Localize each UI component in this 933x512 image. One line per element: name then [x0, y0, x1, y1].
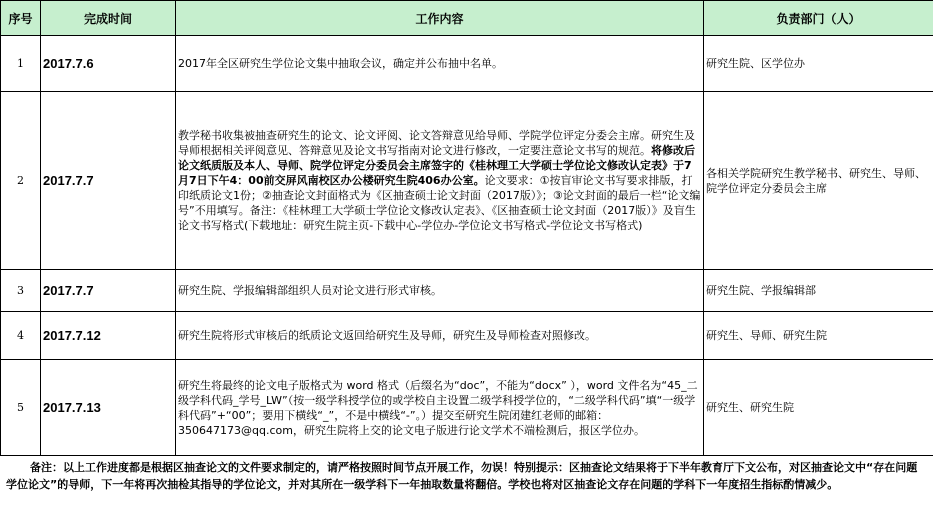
row-content: 2017年全区研究生学位论文集中抽取会议，确定并公布抽中名单。 — [176, 36, 704, 92]
row-index: 1 — [1, 36, 41, 92]
row-index: 3 — [1, 270, 41, 312]
header-index: 序号 — [1, 1, 41, 36]
row-dept: 研究生、研究生院 — [704, 360, 933, 456]
remark-note — [0, 458, 933, 512]
header-content: 工作内容 — [176, 1, 704, 36]
row-content: 研究生将最终的论文电子版格式为 word 格式（后缀名为“doc”，不能为“docx” ），word 文件名为“45_二级学科代码_学号_LW”（按一级学科授学位的或学校自主设置二级学科授学位的，“二级学科代码”填“一级学科代码”+“00”；要用下横线“_”，不是中横线“-”。）提交至研究生院闭建红老师的邮箱：350647173@qq.com，研究生院将上交的论文电子版进行论文学术不端检测后，报区学位办。 — [176, 360, 704, 456]
content-text: 论文要求：①按盲审论文书写要求排版，打印纸质论文1份；②抽查论文封面格式为《区抽查硕士论文封面（2017版）》；③论文封面的最后一栏“论文编号”不用填写。备注：《桂林理工大学硕士学位论文修改认定表》、《区抽查硕士论文封面（2017版）》及盲生论文书写格式(下载地址：研究生院主页-下载中心-学位办-学位论文书写格式-学位论文书写格式) — [178, 174, 701, 232]
row-date: 2017.7.7 — [41, 92, 176, 270]
row-date: 2017.7.6 — [41, 36, 176, 92]
row-content — [176, 92, 704, 270]
row-index: 4 — [1, 312, 41, 360]
row-index: 5 — [1, 360, 41, 456]
table-row — [1, 270, 933, 312]
row-date: 2017.7.13 — [41, 360, 176, 456]
row-dept: 各相关学院研究生教学秘书、研究生、导师、院学位评定分委员会主席 — [704, 92, 933, 270]
content-bold-text: 将修改后论文纸质版及本人、导师、院学位评定分委员会主席签字的《桂林理工大学硕士学位论文修改认定表》于7月7日下午4：00前交屏风南校区办公楼研究生院406办公室。 — [178, 144, 695, 187]
row-dept: 研究生、导师、研究生院 — [704, 312, 933, 360]
row-date: 2017.7.12 — [41, 312, 176, 360]
row-dept: 研究生院、学报编辑部 — [704, 270, 933, 312]
table-row — [1, 312, 933, 360]
header-date: 完成时间 — [41, 1, 176, 36]
remark-text: 备注：以上工作进度都是根据区抽查论文的文件要求制定的，请严格按照时间节点开展工作，勿误！特别提示：区抽查论文结果将于下半年教育厅下文公布，对区抽查论文中“存在问题学位论文”的导师，下一年将再次抽检其指导的学位论文，并对其所在一级学科下一年抽取数量将翻倍。学校也将对区抽查论文存在问题的学科下一年度招生指标酌情减少。 — [6, 461, 918, 491]
header-dept: 负责部门（人） — [704, 1, 933, 36]
table-row — [1, 360, 933, 456]
table-row — [1, 36, 933, 92]
row-dept: 研究生院、区学位办 — [704, 36, 933, 92]
row-content: 研究生院、学报编辑部组织人员对论文进行形式审核。 — [176, 270, 704, 312]
content-text: 教学秘书收集被抽查研究生的论文、论文评阅、论文答辩意见给导师、学院学位评定分委会主席。研究生及导师根据相关评阅意见、答辩意见及论文书写指南对论文进行修改，一定要注意论文书写的规范。 — [178, 129, 695, 157]
table-header-row — [1, 1, 933, 36]
row-index: 2 — [1, 92, 41, 270]
row-content: 研究生院将形式审核后的纸质论文返回给研究生及导师，研究生及导师检查对照修改。 — [176, 312, 704, 360]
row-date: 2017.7.7 — [41, 270, 176, 312]
table-row — [1, 92, 933, 270]
